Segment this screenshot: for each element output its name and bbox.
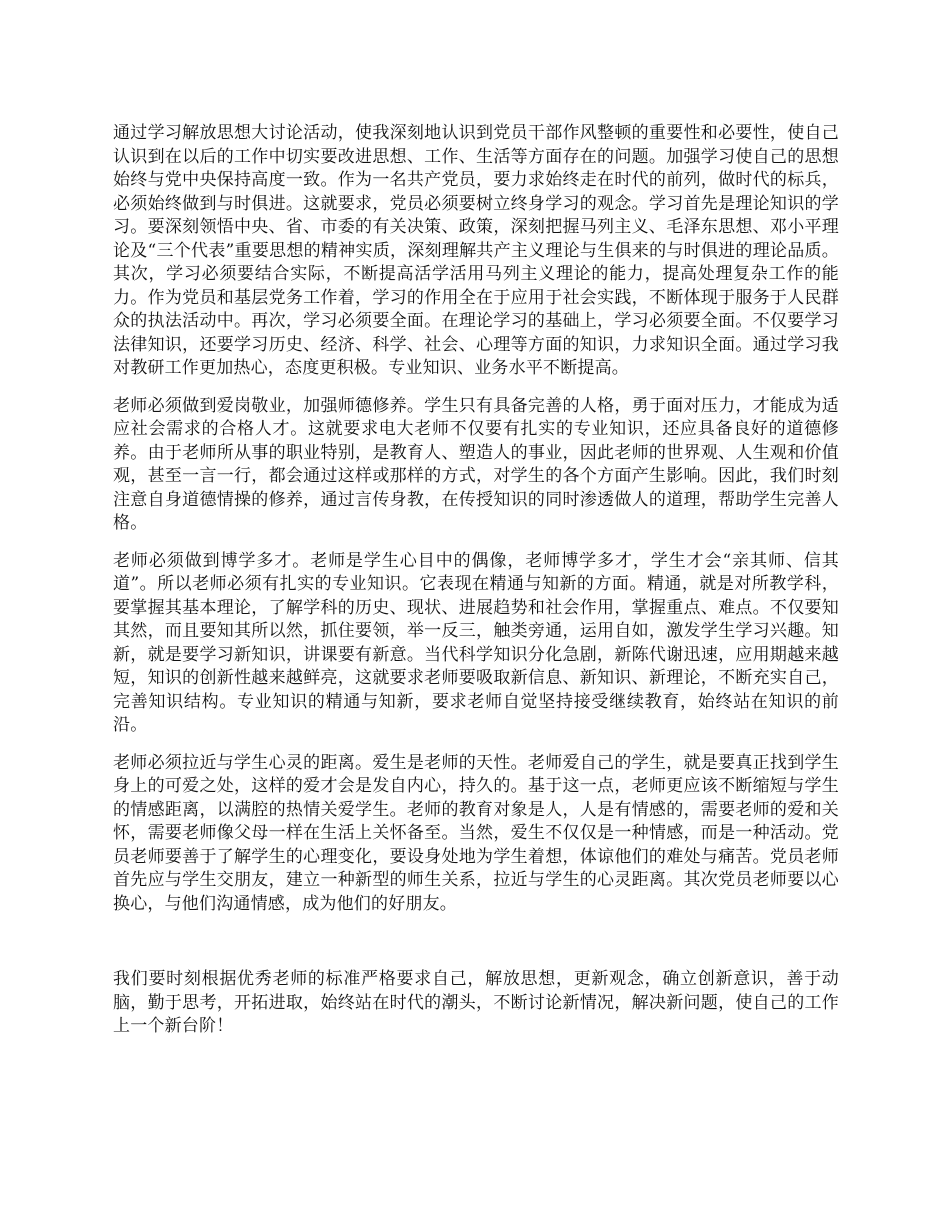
document-body <box>113 122 839 1039</box>
paragraph-knowledge: 老师必须做到博学多才。老师是学生心目中的偶像，老师博学多才，学生才会“亲其师、信其道”。所以老师必须有扎实的专业知识。它表现在精通与知新的方面。精通，就是对所教学科，要掌握其基本理论，了解学科的历史、现状、进展趋势和社会作用，掌握重点、难点。不仅要知其然，而且要知其所以然，抓住要领，举一反三，触类旁通，运用自如，激发学生学习兴趣。知新，就是要学习新知识，讲课要有新意。当代科学知识分化急剧，新陈代谢迅速，应用期越来越短，知识的创新性越来越鲜亮，这就要求老师要吸取新信息、新知识、新理论，不断充实自己，完善知识结构。专业知识的精通与知新，要求老师自觉坚持接受继续教育，始终站在知识的前沿。 <box>113 550 839 735</box>
paragraph-student-care: 老师必须拉近与学生心灵的距离。爱生是老师的天性。老师爱自己的学生，就是要真正找到学生身上的可爱之处，这样的爱才会是发自内心，持久的。基于这一点，老师更应该不断缩短与学生的情感距离，以满腔的热情关爱学生。老师的教育对象是人，人是有情感的，需要老师的爱和关怀，需要老师像父母一样在生活上关怀备至。当然，爱生不仅仅是一种情感，而是一种活动。党员老师要善于了解学生的心理变化，要设身处地为学生着想，体谅他们的难处与痛苦。党员老师首先应与学生交朋友，建立一种新型的师生关系，拉近与学生的心灵距离。其次党员老师要以心换心，与他们沟通情感，成为他们的好朋友。 <box>113 752 839 914</box>
paragraph-dedication: 老师必须做到爱岗敬业，加强师德修养。学生只有具备完善的人格，勇于面对压力，才能成为适应社会需求的合格人才。这就要求电大老师不仅要有扎实的专业知识，还应具备良好的道德修养。由于老师所从事的职业特别，是教育人、塑造人的事业，因此老师的世界观、人生观和价值观，甚至一言一行，都会通过这样或那样的方式，对学生的各个方面产生影响。因此，我们时刻注意自身道德情操的修养，通过言传身教，在传授知识的同时渗透做人的道理，帮助学生完善人格。 <box>113 395 839 533</box>
paragraph-conclusion: 我们要时刻根据优秀老师的标准严格要求自己，解放思想，更新观念，确立创新意识，善于动脑，勤于思考，开拓进取，始终站在时代的潮头，不断讨论新情况，解决新问题，使自己的工作上一个新台阶！ <box>113 969 839 1036</box>
paragraph-study: 通过学习解放思想大讨论活动，使我深刻地认识到党员干部作风整顿的重要性和必要性，使自己认识到在以后的工作中切实要改进思想、工作、生活等方面存在的问题。加强学习使自己的思想始终与党中央保持高度一致。作为一名共产党员，要力求始终走在时代的前列，做时代的标兵，必须始终做到与时俱进。这就要求，党员必须要树立终身学习的观念。学习首先是理论知识的学习。要深刻领悟中央、省、市委的有关决策、政策，深刻把握马列主义、毛泽东思想、邓小平理论及“三个代表”重要思想的精神实质，深刻理解共产主义理论与生俱来的与时俱进的理论品质。其次，学习必须要结合实际，不断提高活学活用马列主义理论的能力，提高处理复杂工作的能力。作为党员和基层党务工作着，学习的作用全在于应用于社会实践，不断体现于服务于人民群众的执法活动中。再次，学习必须要全面。在理论学习的基础上，学习必须要全面。不仅要学习法律知识，还要学习历史、经济、科学、社会、心理等方面的知识，力求知识全面。通过学习我对教研工作更加热心，态度更积极。专业知识、业务水平不断提高。 <box>113 123 839 378</box>
